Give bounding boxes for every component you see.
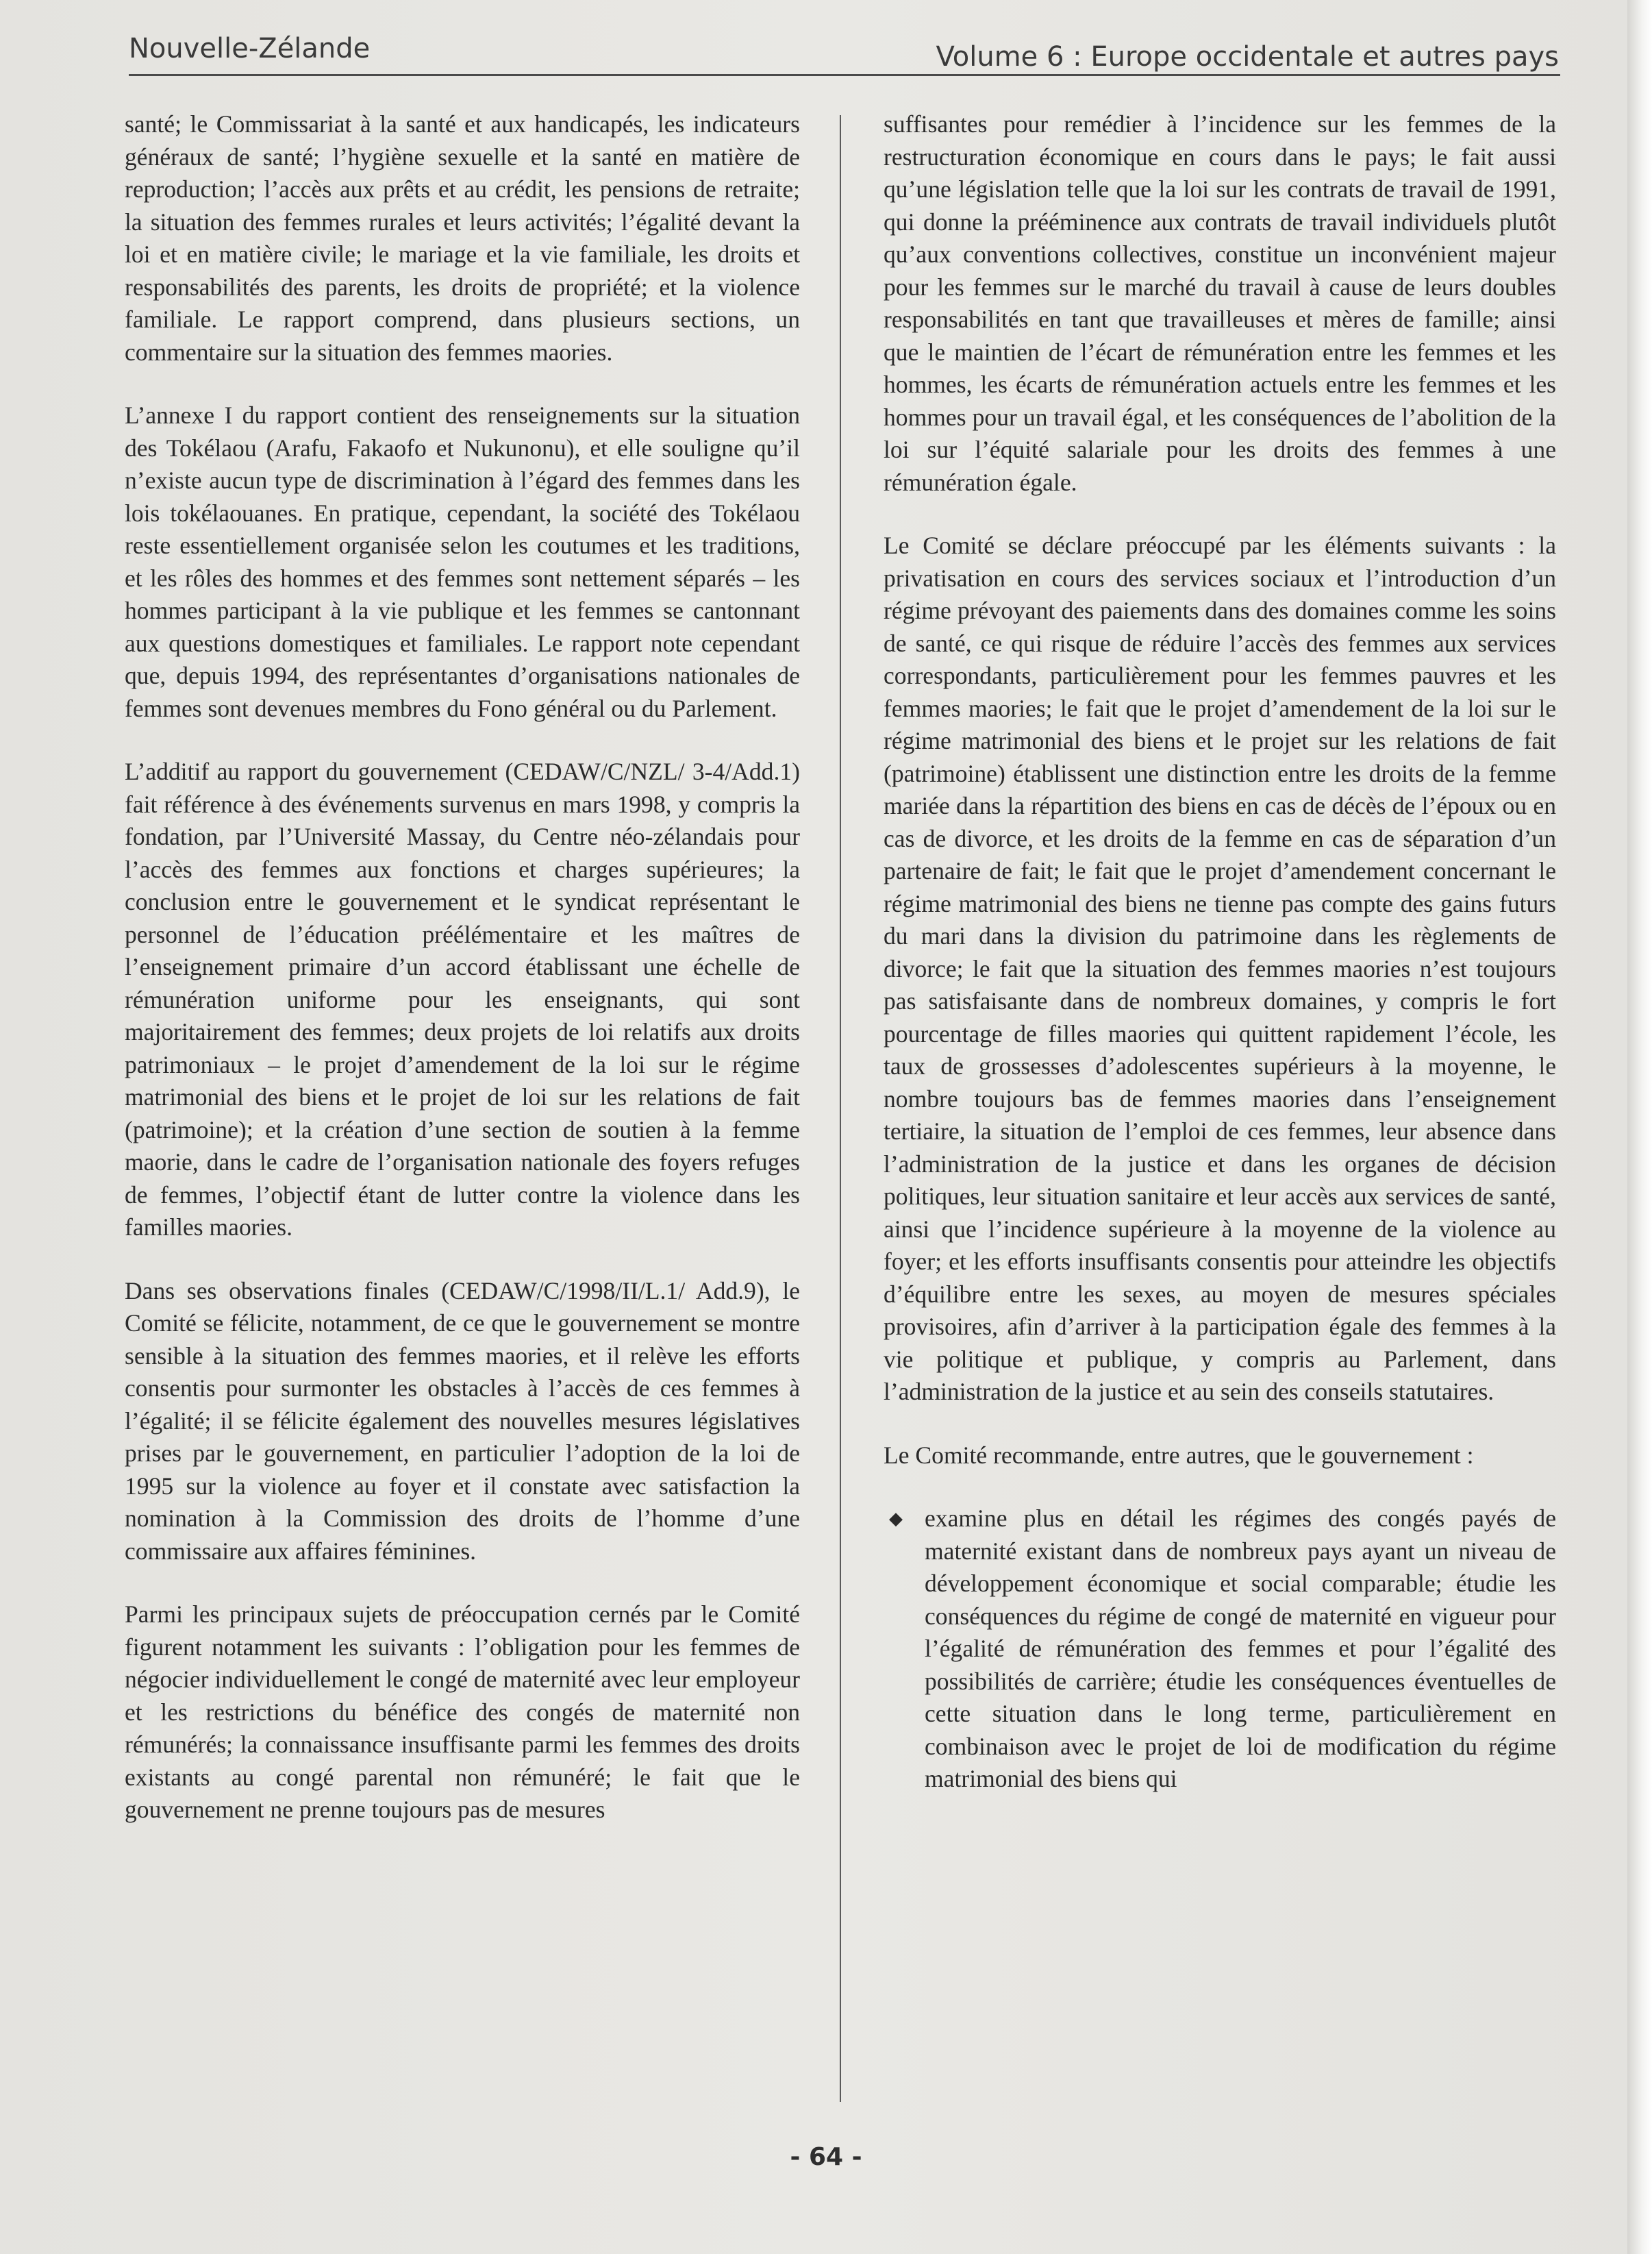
paragraph-committee-recommends: Le Comité recommande, entre autres, que le gouvernement :	[884, 1441, 1474, 1469]
paragraph-concluding-observations: Dans ses observations finales (CEDAW/C/1998/II/L.1/ Add.9), le Comité se félicite, notamment, de ce que le gouvernement se montre sensible à la situation des femmes maories, et il relève les efforts consentis pour surmonter les obstacles à l’accès de ces femmes à l’égalité; il se félicite également des nouvelles mesures législatives prises par le gouvernement, en particulier l’adoption de la loi de 1995 sur la violence au foyer et il constate avec satisfaction la nomination à la Commission des droits de l’homme d’une commissaire aux affaires féminines.	[125, 1276, 800, 1565]
column-divider	[840, 115, 841, 2102]
page-number: - 64 -	[790, 2143, 862, 2171]
left-column	[125, 108, 800, 1857]
page-edge	[1627, 0, 1652, 2254]
paragraph-principal-concerns: Parmi les principaux sujets de préoccupation cernés par le Comité figurent notamment les suivants : l’obligation pour les femmes de négocier individuellement le congé de maternité avec leur employeur et les restrictions du bénéfice des congés de maternité non rémunérés; la connaissance insuffisante parmi les femmes des droits existants au congé parental non rémunéré; le fait que le gouvernement ne prenne toujours pas de mesures	[125, 1600, 800, 1823]
bullet-text: examine plus en détail les régimes des congés payés de maternité existant dans de nombreux pays ayant un niveau de développement économique et social comparable; étudie les conséquences du régime de congé de maternité en vigueur pour l’égalité de rémunération des femmes et pour l’égalité des possibilités de carrière; étudie les conséquences éventuelles de cette situation dans le long terme, particulièrement en combinaison avec le projet de loi de modification du régime matrimonial des biens qui	[925, 1504, 1556, 1792]
header-volume: Volume 6 : Europe occidentale et autres pays	[936, 41, 1559, 73]
running-header	[129, 29, 1559, 77]
header-rule	[129, 74, 1560, 76]
paragraph-economic-restructuring: suffisantes pour remédier à l’incidence sur les femmes de la restructuration économique en cours dans le pays; le fait aussi qu’une législation telle que la loi sur les contrats de travail de 1991, qui donne la prééminence aux contrats de travail individuels plutôt qu’aux conventions collectives, constitue un inconvénient majeur pour les femmes sur le marché du travail à cause de leurs doubles responsabilités en tant que travailleuses et mères de famille; ainsi que le maintien de l’écart de rémunération entre les femmes et les hommes, les écarts de rémunération actuels entre les femmes et les hommes pour un travail égal, et les conséquences de l’abolition de la loi sur l’équité salariale pour les droits des femmes à une rémunération égale.	[884, 110, 1556, 496]
paragraph-health-topics: santé; le Commissariat à la santé et aux handicapés, les indicateurs généraux de santé; l’hygiène sexuelle et la santé en matière de reproduction; l’accès aux prêts et au crédit, les pensions de retraite; la situation des femmes rurales et leurs activités; l’égalité devant la loi et en matière civile; le mariage et la vie familiale, les droits et responsabilités des parents, les droits de propriété; et la violence familiale. Le rapport comprend, dans plusieurs sections, un commentaire sur la situation des femmes maories.	[125, 110, 800, 366]
paragraph-government-addendum: L’additif au rapport du gouvernement (CEDAW/C/NZL/ 3-4/Add.1) fait référence à des événements survenus en mars 1998, y compris la fondation, par l’Université Massay, du Centre néo-zélandais pour l’accès des femmes aux fonctions et charges supérieures; la conclusion entre le gouvernement et le syndicat représentant le personnel de l’éducation préélémentaire et les maîtres de l’enseignement primaire d’un accord établissant une échelle de rémunération uniforme pour les enseignants, qui sont majoritairement des femmes; deux projets de loi relatifs aux droits patrimoniaux – le projet d’amendement de la loi sur le régime matrimonial des biens et le projet de loi sur les relations de fait (patrimoine); et la création d’une section de soutien à la femme maorie, dans le cadre de l’organisation nationale des foyers refuges de femmes, l’objectif étant de lutter contre la violence dans les familles maories.	[125, 758, 800, 1241]
diamond-bullet-icon: ◆	[889, 1509, 903, 1528]
recommendation-bullet	[884, 1502, 1556, 1796]
header-country: Nouvelle-Zélande	[129, 33, 371, 64]
paragraph-committee-concerns: Le Comité se déclare préoccupé par les éléments suivants : la privatisation en cours des services sociaux et l’introduction d’un régime prévoyant des paiements dans des domaines comme les soins de santé, ce qui risque de réduire l’accès des femmes aux services correspondants, particulièrement pour les femmes pauvres et les femmes maories; le fait que le projet d’amendement de la loi sur le régime matrimonial des biens et le projet sur les relations de fait (patrimoine) établissent une distinction entre les droits de la femme mariée dans la répartition des biens en cas de décès de l’époux ou en cas de divorce, et les droits de la femme en cas de séparation d’un partenaire de fait; le fait que le projet d’amendement concernant le régime matrimonial des biens ne tienne pas compte des gains futurs du mari dans la division du patrimoine dans les règlements de divorce; le fait que la situation des femmes maories n’est toujours pas satisfaisante dans de nombreux domaines, y compris le fort pourcentage de filles maories qui quittent rapidement l’école, les taux de grossesses d’adolescentes supérieurs à la moyenne, le nombre toujours bas de femmes maories dans l’enseignement tertiaire, la situation de l’emploi de ces femmes, leur absence dans l’administration de la justice et dans les organes de décision politiques, leur situation sanitaire et leur accès aux services de santé, ainsi que l’incidence supérieure à la moyenne de la violence au foyer; et les efforts insuffisants consentis pour atteindre les objectifs d’équilibre entre les sexes, au moyen de mesures spéciales provisoires, afin d’arriver à la participation égale des femmes à la vie politique et publique, y compris au Parlement, dans l’administration de la justice et au sein des conseils statutaires.	[884, 532, 1556, 1405]
right-column	[884, 108, 1556, 1796]
paragraph-tokelau-annex: L’annexe I du rapport contient des renseignements sur la situation des Tokélaou (Arafu, Fakaofo et Nukunonu), et elle souligne qu’il n’existe aucun type de discrimination à l’égard des femmes dans les lois tokélaouanes. En pratique, cependant, la société des Tokélaou reste essentiellement organisée selon les coutumes et les traditions, et les rôles des hommes et des femmes sont nettement séparés – les hommes participant à la vie publique et les femmes se cantonnant aux questions domestiques et familiales. Le rapport note cependant que, depuis 1994, des représentantes d’organisations nationales de femmes sont devenues membres du Fono général ou du Parlement.	[125, 401, 800, 722]
